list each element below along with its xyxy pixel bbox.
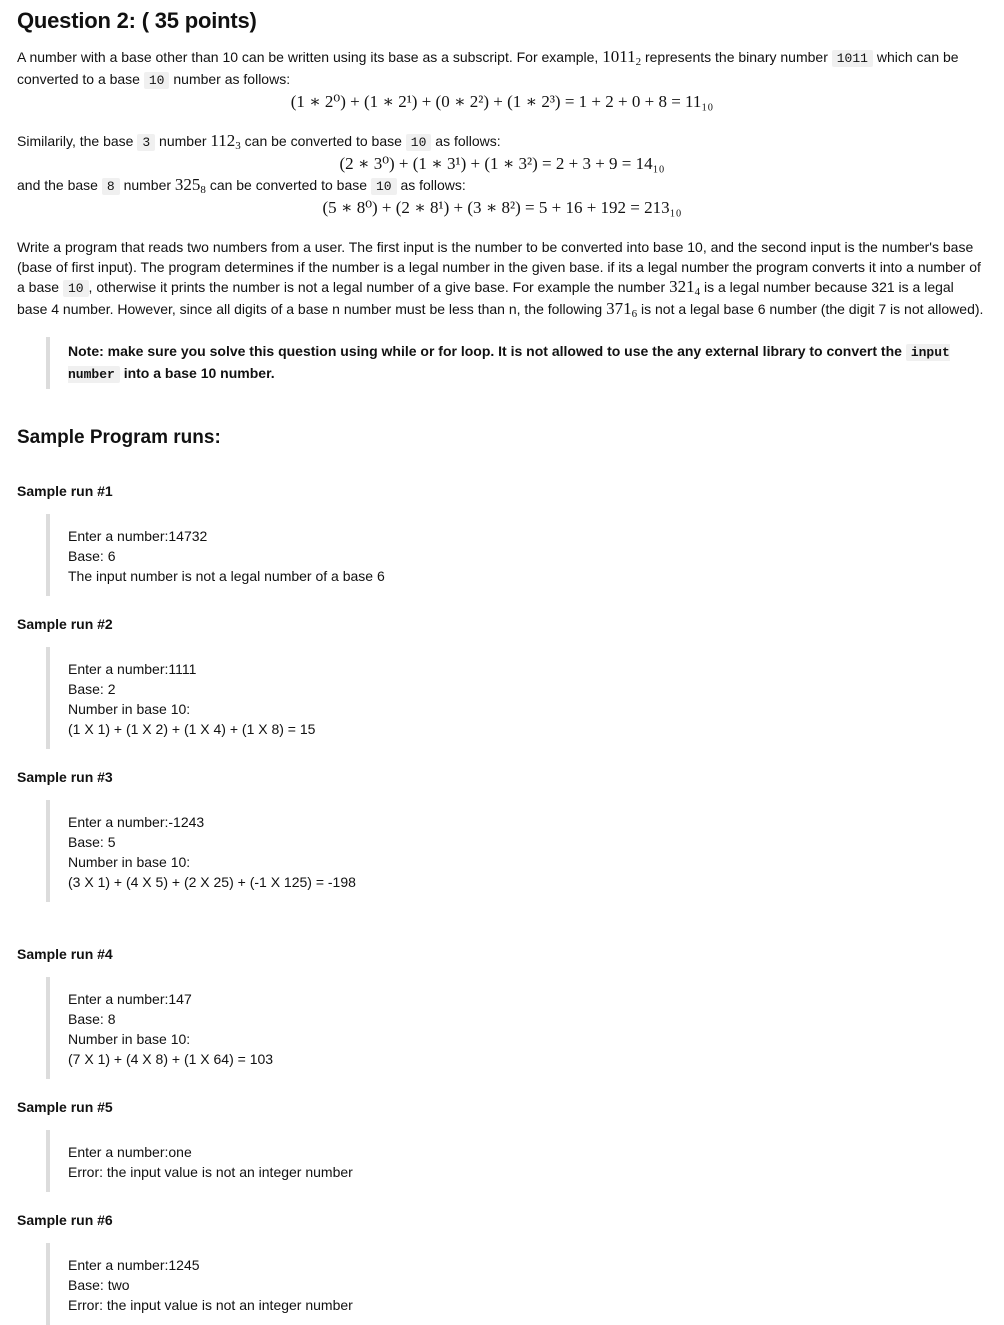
base8-text-1: and the base: [17, 177, 98, 193]
code-10d: 10: [63, 280, 89, 297]
intro-text-4: number as follows:: [173, 71, 291, 87]
output-line: Base: 6: [68, 548, 116, 564]
similar-text-1: Similarily, the base: [17, 133, 134, 149]
task-base-1: 4: [694, 286, 701, 298]
output-line: (7 X 1) + (4 X 8) + (1 X 64) = 103: [68, 1051, 274, 1067]
output-line: Enter a number:1111: [68, 661, 197, 677]
sample-run-title: Sample run #3: [17, 769, 113, 785]
sample-run-output: [46, 800, 987, 902]
intro-text-2: represents the binary number: [644, 49, 828, 65]
intro-example-digits: 1011: [602, 47, 636, 66]
code-10c: 10: [371, 178, 397, 195]
base8-base: 8: [200, 184, 206, 196]
note-text-2: into a base 10 number.: [123, 365, 275, 381]
sample-heading: Sample Program runs:: [17, 427, 221, 448]
code-1011: 1011: [832, 50, 873, 67]
output-line: The input number is not a legal number of a base 6: [68, 568, 385, 584]
similar-digits: 112: [210, 131, 236, 150]
sample-runs: [17, 483, 987, 1325]
intro-paragraph: [17, 47, 987, 91]
task-digits-1: 321: [669, 277, 695, 296]
output-line: Base: two: [68, 1277, 130, 1293]
base8-text-2: number: [123, 177, 172, 193]
note-text-1: Note: make sure you solve this question using while or for loop. It is not allowed to use the any external library to convert the: [68, 343, 902, 359]
code-8: 8: [102, 178, 120, 195]
sample-run-title: Sample run #5: [17, 1099, 113, 1115]
equation-3: (5 ∗ 8⁰) + (2 ∗ 8¹) + (3 ∗ 8²) = 5 + 16 + 192 = 213₁₀: [322, 198, 682, 217]
sample-run-title: Sample run #1: [17, 483, 113, 499]
similar-number: [210, 131, 240, 150]
base8-digits: 325: [174, 175, 201, 194]
output-line: Number in base 10:: [68, 701, 191, 717]
task-text-3: is a legal number because 321 is a legal base 4 number. However, since all digits of a base n number must be less than n, the following: [17, 279, 954, 317]
output-line: Enter a number:147: [68, 991, 192, 1007]
note-blockquote: [46, 337, 987, 389]
sample-run-output: [46, 977, 987, 1079]
intro-example-base: 2: [635, 56, 642, 68]
output-line: Enter a number:1245: [68, 1257, 200, 1273]
task-base-2: 6: [631, 308, 638, 320]
task-paragraph: [17, 237, 987, 319]
output-line: (3 X 1) + (4 X 5) + (2 X 25) + (-1 X 125) = -198: [68, 874, 356, 890]
task-text-1: Write a program that reads two numbers from a user. The first input is the number to be converted into base 10, and the second input is the number's base (base of first input). The program determines if the number is a legal number in the given base. if its a legal number the program converts it into a number of a base: [17, 239, 981, 295]
sample-run-output: [46, 514, 987, 596]
sample-run-title: Sample run #2: [17, 616, 113, 632]
code-input-number: input number: [68, 345, 950, 382]
output-line: Base: 2: [68, 681, 116, 697]
base8-number: [175, 175, 206, 194]
question-title: Question 2: ( 35 points): [17, 8, 257, 33]
output-line: Base: 5: [68, 834, 116, 850]
base8-text-3: can be converted to base: [209, 177, 368, 193]
similar-base: 3: [235, 140, 241, 152]
task-number-2: [606, 299, 637, 318]
output-line: Enter a number:one: [68, 1144, 192, 1160]
code-10b: 10: [406, 134, 432, 151]
sample-run-output: [46, 647, 987, 749]
task-text-4: is not a legal base 6 number (the digit 7 is not allowed).: [641, 301, 984, 317]
intro-example-number: [602, 47, 641, 66]
equation-1: (1 ∗ 2⁰) + (1 ∗ 2¹) + (0 ∗ 2²) + (1 ∗ 2³) = 1 + 2 + 0 + 8 = 11₁₀: [290, 92, 714, 111]
output-line: Error: the input value is not an integer number: [68, 1164, 353, 1180]
sample-run-output: [46, 1243, 987, 1325]
output-line: Number in base 10:: [68, 854, 191, 870]
output-line: Error: the input value is not an integer number: [68, 1297, 353, 1313]
task-digits-2: 371: [606, 299, 632, 318]
sample-run-title: Sample run #4: [17, 946, 113, 962]
base8-paragraph: [17, 175, 987, 197]
equation-2: (2 ∗ 3⁰) + (1 ∗ 3¹) + (1 ∗ 3²) = 2 + 3 + 9 = 14₁₀: [339, 154, 665, 173]
output-line: Enter a number:14732: [68, 528, 208, 544]
output-line: Enter a number:-1243: [68, 814, 205, 830]
code-3: 3: [137, 134, 155, 151]
output-line: Number in base 10:: [68, 1031, 191, 1047]
intro-text-3: which can be converted to a base: [17, 49, 959, 87]
output-line: Base: 8: [68, 1011, 116, 1027]
similar-paragraph: [17, 131, 987, 153]
code-10: 10: [144, 72, 170, 89]
similar-text-2: number: [159, 133, 207, 149]
task-number-1: [669, 277, 700, 296]
sample-run-title: Sample run #6: [17, 1212, 113, 1228]
task-text-2: , otherwise it prints the number is not a legal number of a give base. For example the number: [88, 279, 666, 295]
similar-text-3: can be converted to base: [244, 133, 402, 149]
intro-text-1: A number with a base other than 10 can be written using its base as a subscript. For example,: [17, 49, 599, 65]
output-line: (1 X 1) + (1 X 2) + (1 X 4) + (1 X 8) = 15: [68, 721, 316, 737]
similar-text-4: as follows:: [435, 133, 501, 149]
base8-text-4: as follows:: [400, 177, 466, 193]
sample-run-output: [46, 1130, 987, 1192]
